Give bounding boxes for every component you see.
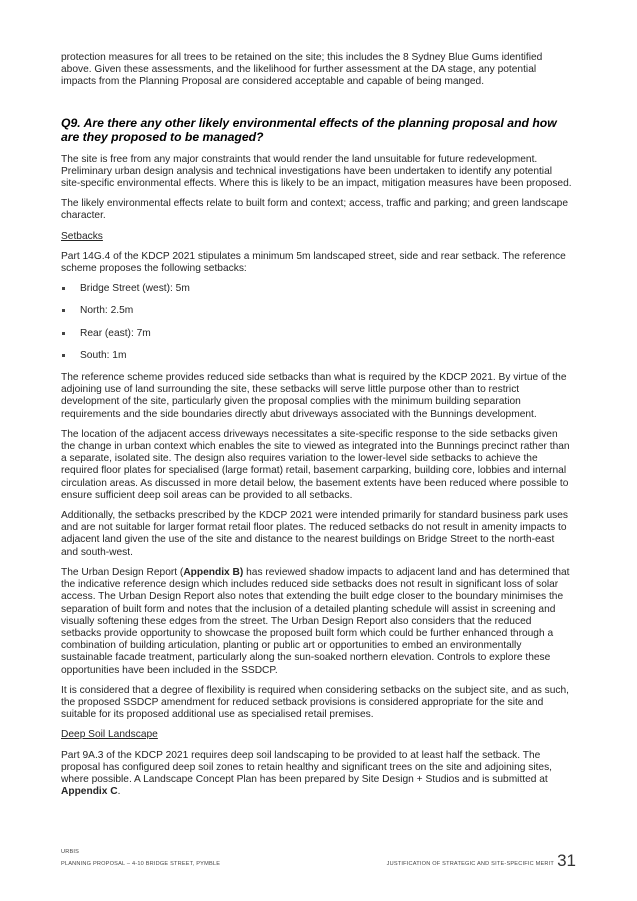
text-run: has reviewed shadow impacts to adjacent land and has determined that the indicative reference design which includes reduced side setbacks does not result in significant loss of solar access. The Urban Design Report also notes that extending the built edge closer to the boundary minimises the separation of built form and notes that the inclusion of a detailed planting schedule will assist in screening and visually softening these edges from the street. The Urban Design Report also considers that the reduced setbacks provide opportunity to showcase the proposed built form which could be further enhanced through a combination of building articulation, planting or public art or opportunities to embed an environmentally sustainable facade treatment, particularly along the sun-soaked northern elevation. Controls to explore these opportunities have been included in the SSDCP. bbox=[61, 566, 570, 676]
list-item: Rear (east): 7m bbox=[61, 328, 573, 340]
paragraph-part-14g4: Part 14G.4 of the KDCP 2021 stipulates a minimum 5m landscaped street, side and rear setback. The reference scheme proposes the following setbacks: bbox=[61, 250, 566, 275]
page-footer bbox=[61, 849, 576, 873]
paragraph-reduced-setbacks: The reference scheme provides reduced side setbacks than what is required by the KDCP 2021. By virtue of the adjoining use of land surrounding the site, these setbacks will serve little purpose other than to restrict development of the site, particularly given the proposal complies with the minimum building separation requirements and the side boundaries directly abut driveways associated with the Bunnings development. bbox=[61, 372, 567, 420]
footer-document-title: PLANNING PROPOSAL – 4-10 BRIDGE STREET, PYMBLE bbox=[61, 861, 221, 867]
paragraph-effects: The likely environmental effects relate to built form and context; access, traffic and parking; and green landscape character. bbox=[61, 198, 569, 222]
appendix-c-reference: Appendix C bbox=[61, 786, 118, 798]
document-body bbox=[61, 52, 573, 806]
paragraph-additionally: Additionally, the setbacks prescribed by the KDCP 2021 were intended primarily for standard business park uses and are not suitable for larger format retail floor plates. The reduced setbacks do not result in amenity impacts to adjacent land given the use of the site and distance to the nearest buildings on Bridge Street to the north-east and south-west. bbox=[61, 510, 569, 558]
setbacks-list bbox=[61, 283, 573, 362]
text-run: The Urban Design Report ( bbox=[61, 566, 184, 578]
list-item: Bridge Street (west): 5m bbox=[61, 283, 573, 295]
paragraph-driveways: The location of the adjacent access driveways necessitates a site-specific response to the side setbacks given the change in urban context which enables the site to viewed as integrated into the Bunnings precinct rather than a separate, isolated site. The design also requires variation to the lower-level side setbacks to achieve the required floor plates for specialised (large format) retail, basement carparking, building core, lobbies and internal circulation areas. As discussed in more detail below, the basement extents have been reduced where possible to ensure sufficient deep soil areas can be provided to all setbacks. bbox=[61, 428, 570, 501]
paragraph-intro: protection measures for all trees to be retained on the site; this includes the 8 Sydney Blue Gums identified above. Given these assessments, and the likelihood for further assessment at the DA stage, any potential impacts from the Planning Proposal are considered acceptable and capable of being manged. bbox=[61, 52, 543, 88]
subheading-deep-soil: Deep Soil Landscape bbox=[61, 729, 158, 741]
paragraph-site: The site is free from any major constraints that would render the land unsuitable for future redevelopment. Preliminary urban design analysis and technical investigations have been undertaken to identify any potential site-specific environmental effects. Where this is likely to be an impact, mitigation measures have been proposed. bbox=[61, 153, 572, 190]
list-item: South: 1m bbox=[61, 350, 573, 362]
page-number: 31 bbox=[557, 851, 576, 870]
section-heading-q9: Q9. Are there any other likely environmental effects of the planning proposal and how are they proposed to be managed? bbox=[61, 115, 557, 145]
paragraph-urban-design-report bbox=[61, 567, 573, 677]
appendix-b-reference: Appendix B) bbox=[183, 566, 244, 578]
text-run: . bbox=[117, 786, 121, 798]
list-item: North: 2.5m bbox=[61, 305, 573, 317]
paragraph-part-9a3 bbox=[61, 750, 573, 799]
paragraph-flexibility: It is considered that a degree of flexibility is required when considering setbacks on the subject site, and as such, the proposed SSDCP amendment for reduced setback provisions is considered appropriate for the site and suitable for its proposed additional use as specialised retail premises. bbox=[61, 684, 569, 721]
footer-organisation: URBIS bbox=[61, 849, 80, 855]
footer-section-title: JUSTIFICATION OF STRATEGIC AND SITE-SPECIFIC MERIT bbox=[386, 861, 554, 867]
subheading-setbacks: Setbacks bbox=[61, 230, 103, 242]
text-run: Part 9A.3 of the KDCP 2021 requires deep soil landscaping to be provided to at least half the setback. The proposal has configured deep soil zones to retain healthy and significant trees on the site and adjoining sites, where possible. A Landscape Concept Plan has been prepared by Site Design + Studios and is submitted at bbox=[61, 749, 553, 785]
